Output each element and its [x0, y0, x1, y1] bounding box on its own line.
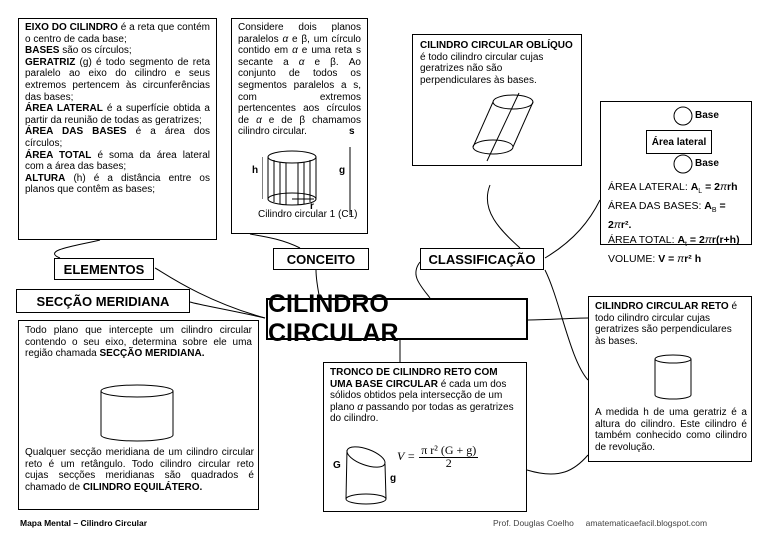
formula-lhs: V =	[397, 449, 416, 464]
bases-term: BASES	[25, 45, 60, 57]
alpha-symbol: α	[292, 45, 298, 57]
formula-area-lateral: ÁREA LATERAL: $A_L = 2\pi rh$	[608, 181, 738, 196]
tronco-formula	[397, 445, 478, 469]
area-bases-term: ÁREA DAS BASES	[25, 126, 127, 138]
seccao-box	[18, 320, 259, 510]
seccao-text-1: Todo plano que intercepte um cilindro circular contendo o seu eixo, determina sobre ele uma região chamada	[25, 325, 252, 360]
altura-term: ALTURA	[25, 172, 66, 184]
concept-text-3: e uma reta s secante a	[238, 45, 361, 68]
connector-classificacao-formulas	[545, 200, 600, 258]
formula-numerator: π r² (G + g)	[421, 443, 477, 457]
tronco-G-label: G	[333, 460, 341, 471]
tronco-text-1: é cada um dos sólidos obtidos pela intersecção de um plano	[330, 378, 507, 413]
formula-area-total: ÁREA TOTAL: $A_t = 2\pi r(r+h)$	[608, 234, 740, 249]
formula-area-bases: ÁREA DAS BASES: $A_B = 2\pi r^2$.	[608, 200, 726, 232]
tronco-figure	[342, 443, 392, 507]
formulas-box	[600, 101, 752, 266]
figure-caption: Cilindro circular 1 (C1)	[258, 209, 358, 220]
base-bottom-icon	[673, 154, 693, 174]
area-lateral-text: é a superfície obtida a partir da reunião de todas as geratrizes;	[25, 103, 210, 126]
connector-conceito-box	[250, 234, 300, 248]
area-total-text: é soma da área lateral com a área das bases;	[25, 149, 210, 173]
concept-text-1: Considere dois planos paralelos	[238, 22, 361, 45]
footer-left: Mapa Mental – Cilindro Circular	[20, 518, 148, 528]
conceito-label: CONCEITO	[273, 248, 369, 270]
oblique-term: CILINDRO CIRCULAR OBLÍQUO	[420, 40, 573, 51]
eixo-text: é a reta que contém o centro de cada base;	[25, 22, 210, 45]
seccao-cylinder-figure	[97, 383, 177, 447]
seccao-text-2-block: Qualquer secção meridiana de um cilindro circular reto é um retângulo. Todo cilindro circular reto cujas secções meridianas são quadrados é chamado de CILINDRO EQUILÁTERO.	[25, 447, 254, 493]
altura-text: (h) é a distância entre os planos que contêm as bases;	[25, 172, 210, 196]
elements-box	[18, 18, 217, 240]
seccao-text-2: Qualquer secção meridiana de um cilindro circular reto é um retângulo. Todo cilindro circular reto cujas secções meridianas são quadrados é chamado de	[25, 447, 254, 493]
area-total-term: ÁREA TOTAL	[25, 149, 92, 161]
concept-box	[231, 18, 368, 234]
base-top-icon	[673, 106, 693, 126]
tronco-g-label: g	[390, 473, 397, 484]
concept-text-5: e de β chamamos cilindro circular.	[238, 114, 361, 138]
seccao-term-2: CILINDRO EQUILÁTERO	[82, 481, 200, 493]
formula-lines	[608, 180, 751, 267]
seccao-term-1: SECÇÃO MERIDIANA.	[99, 348, 205, 360]
oblique-box	[412, 34, 582, 166]
tronco-term: TRONCO DE CILINDRO RETO COM UMA BASE CIRCULAR	[330, 367, 498, 390]
connector-central-seccao	[190, 302, 265, 318]
lateral-rect	[646, 130, 712, 154]
formula-volume: VOLUME: V = πr² h	[608, 253, 702, 266]
reto-term: CILINDRO CIRCULAR RETO	[595, 301, 729, 312]
base-top-label: Base	[695, 110, 719, 121]
oblique-text: é todo cilindro circular cujas geratrizes não são perpendiculares às bases.	[420, 51, 544, 86]
tronco-box	[323, 362, 527, 512]
bases-text: são os círculos;	[59, 45, 132, 57]
elementos-label: ELEMENTOS	[54, 258, 154, 280]
tronco-text-2: passando por todas as geratrizes do cilindro.	[330, 401, 514, 425]
geratriz-text: (g) é todo segmento de reta paralelo ao eixo do cilindro e seus extremos pertencem às circunferências das bases;	[25, 56, 210, 103]
base-bottom-label: Base	[695, 158, 719, 169]
central-title: CILINDRO CIRCULAR	[266, 298, 528, 340]
fig-h-label: h	[252, 165, 259, 176]
connector-tronco-reto	[527, 455, 588, 474]
connector-classificacao-oblique	[487, 185, 520, 248]
alpha-symbol: α	[357, 401, 363, 413]
geratriz-term: GERATRIZ	[25, 56, 76, 68]
lateral-label: Área lateral	[651, 136, 707, 148]
reto-text: é todo cilindro circular cujas geratrizes são perpendiculares às bases.	[595, 301, 738, 347]
formula-denominator: 2	[445, 455, 452, 470]
area-bases-text: é a área dos círculos;	[25, 126, 211, 149]
fig-r-label: r	[310, 201, 314, 212]
reto-text-2: A medida h de uma geratriz é a altura do cilindro. Este cilindro é também conhecido como cilindro de revolução.	[595, 407, 747, 453]
oblique-cylinder-figure	[471, 91, 541, 163]
alpha-symbol: α	[282, 33, 289, 45]
reto-box	[588, 296, 752, 462]
concept-text-2: e β, um círculo contido em	[238, 33, 361, 57]
connector-central-reto	[528, 318, 588, 320]
seccao-label: SECÇÃO MERIDIANA	[16, 289, 190, 313]
fig-g-label: g	[339, 165, 346, 176]
concept-text-4: e β. Ao conjunto de todos os segmentos paralelos a s, com extremos pertencentes aos círculos de	[238, 56, 361, 126]
area-lateral-term: ÁREA LATERAL	[25, 103, 103, 115]
alpha-symbol: α	[256, 114, 262, 126]
connector-elementos-box	[55, 240, 100, 258]
eixo-term: EIXO DO CILINDRO	[25, 22, 118, 33]
alpha-symbol: α	[298, 56, 305, 68]
classificacao-label: CLASSIFICAÇÃO	[420, 248, 544, 270]
footer-right: Prof. Douglas Coelho amatematicaefacil.blogspot.com	[493, 518, 708, 528]
reto-cylinder-figure	[651, 353, 695, 403]
fig-s-label: s	[349, 126, 355, 137]
connector-classificacao-reto	[545, 270, 588, 380]
